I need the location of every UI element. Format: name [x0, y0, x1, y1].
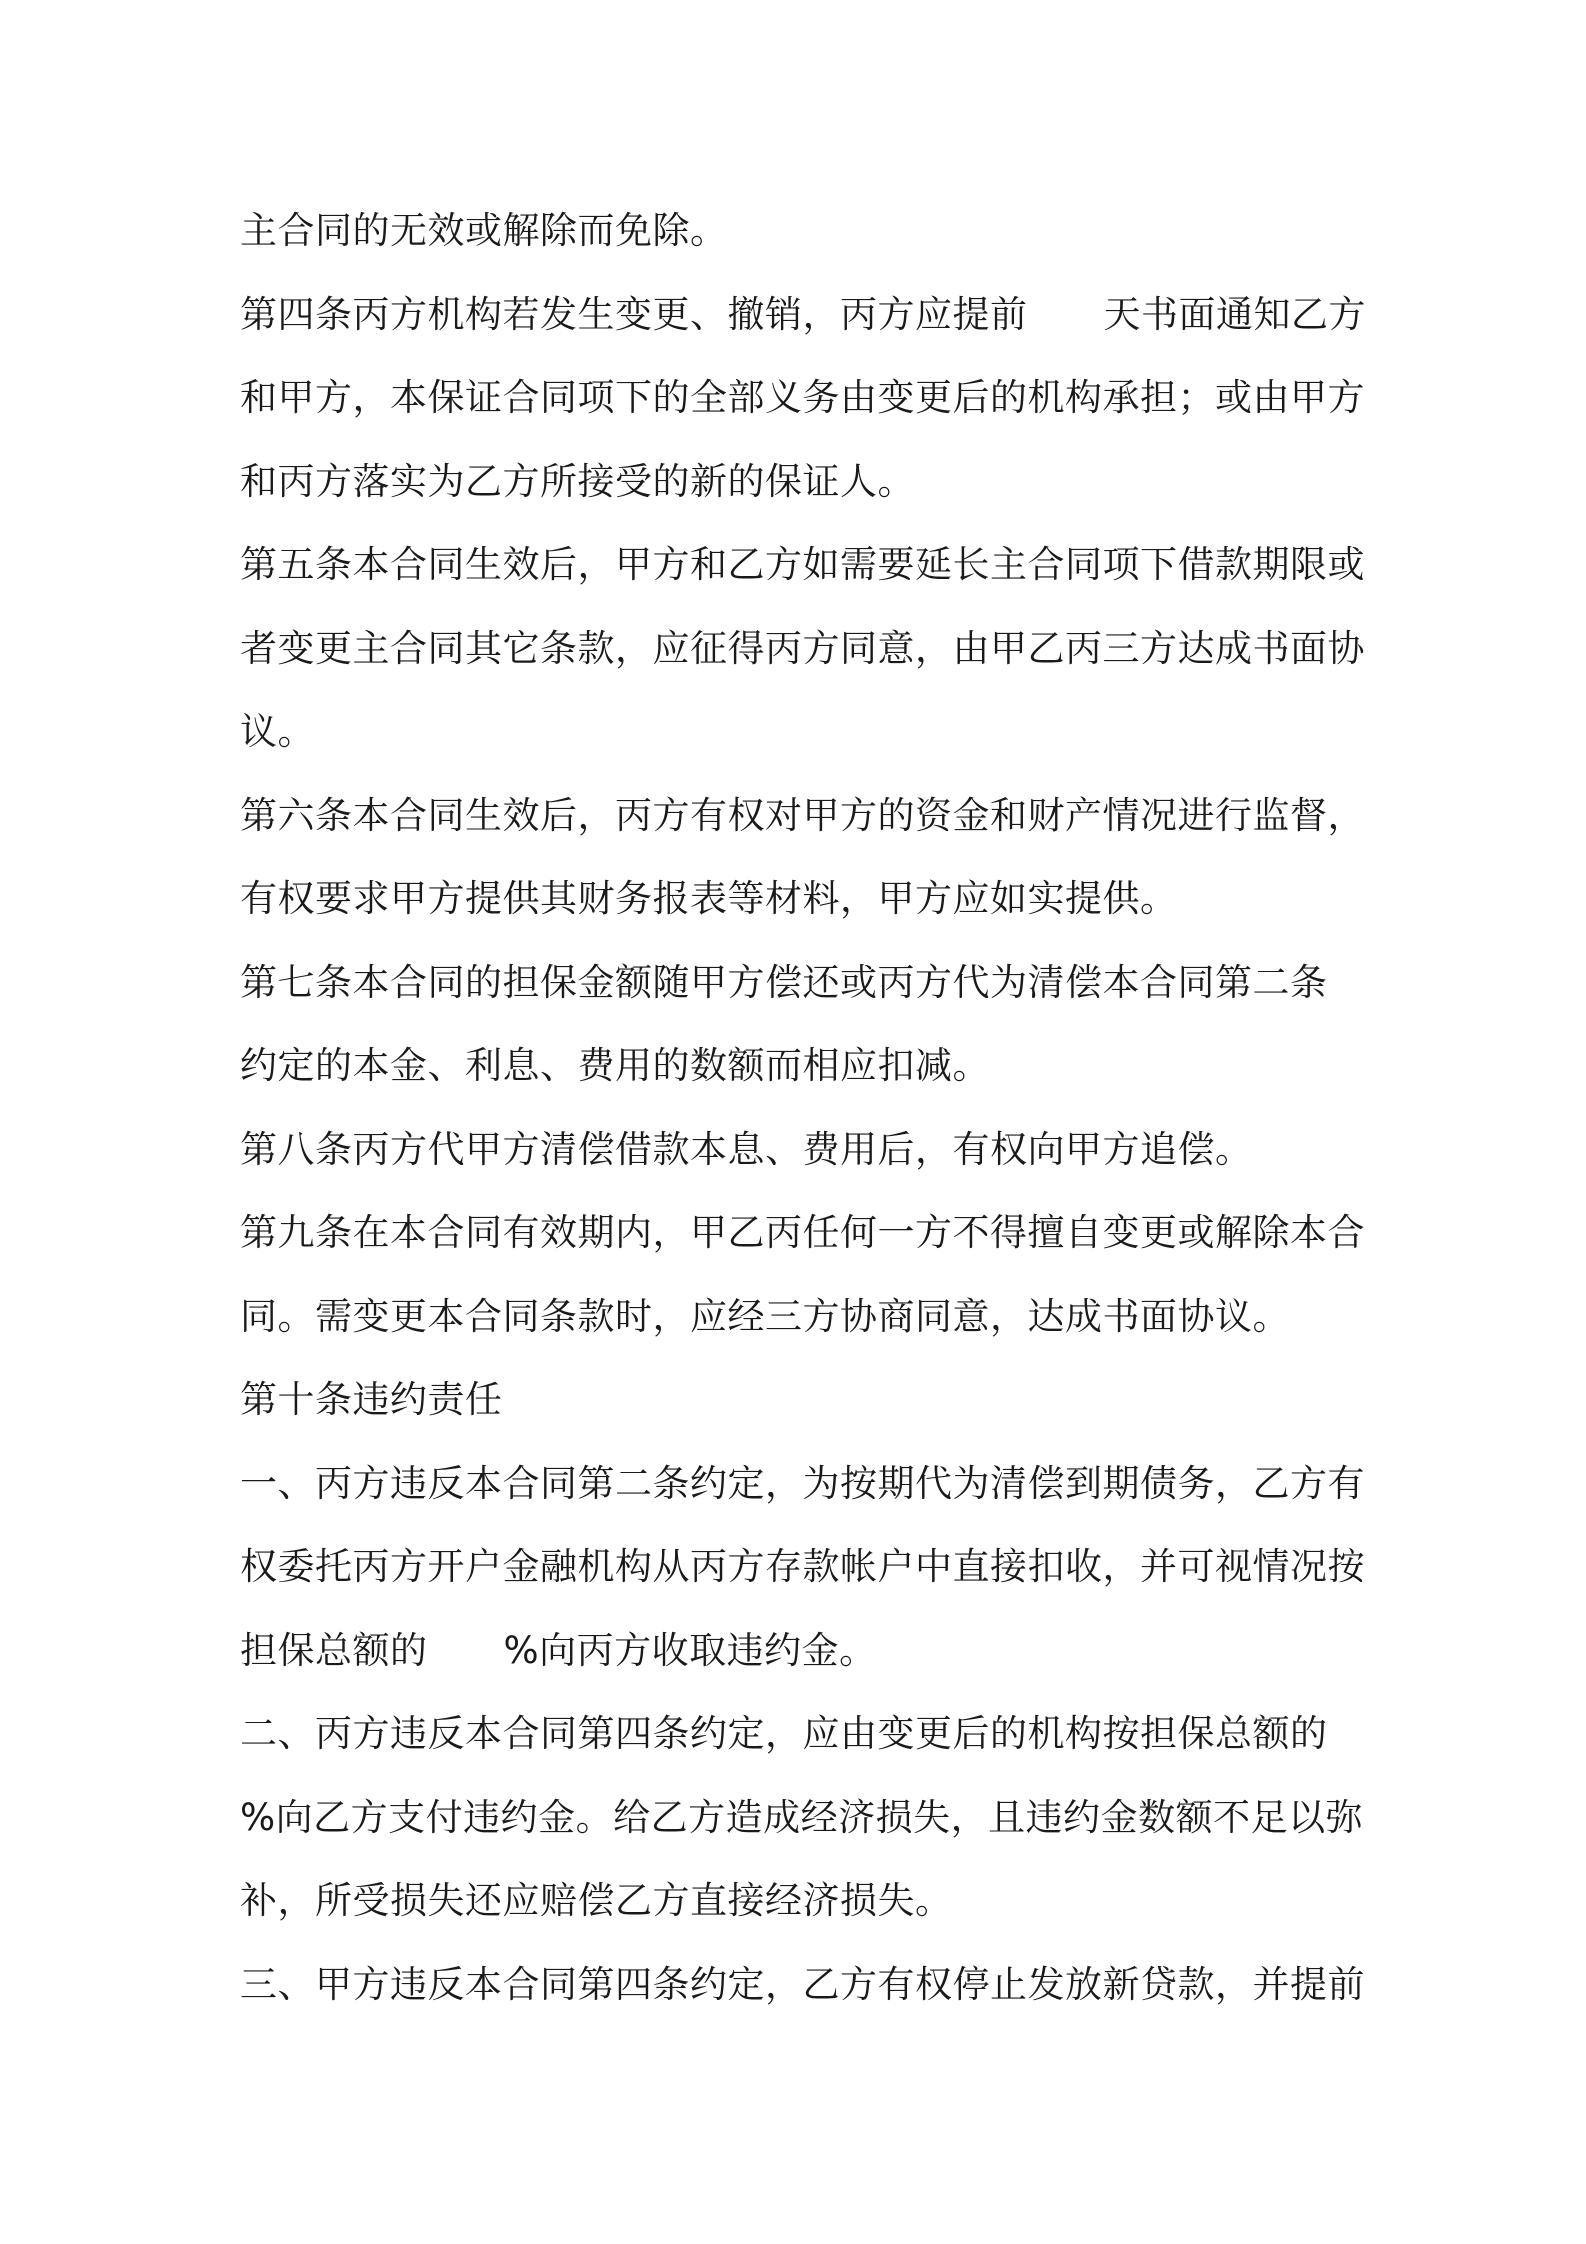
text-segment: 担保总额的 [240, 1628, 428, 1672]
text-line: 第八条丙方代甲方清偿借款本息、费用后，有权向甲方追偿。 [240, 1127, 1253, 1171]
text-line: 第九条在本合同有效期内，甲乙丙任何一方不得擅自变更或解除本合 [240, 1211, 1365, 1254]
text-line: 第七条本合同的担保金额随甲方偿还或丙方代为清偿本合同第二条 [240, 960, 1328, 1004]
text-line: 约定的本金、利息、费用的数额而相应扣减。 [240, 1044, 990, 1087]
text-line: 补，所受损失还应赔偿乙方直接经济损失。 [240, 1879, 953, 1922]
text-line: 一、丙方违反本合同第二条约定，为按期代为清偿到期债务，乙方有 [240, 1461, 1365, 1505]
text-line: 议。 [240, 710, 315, 753]
text-line: 第六条本合同生效后，丙方有权对甲方的资金和财产情况进行监督， [240, 793, 1365, 837]
text-line: 权委托丙方开户金融机构从丙方存款帐户中直接扣收，并可视情况按 [240, 1545, 1365, 1588]
text-line: 和甲方，本保证合同项下的全部义务由变更后的机构承担；或由甲方 [240, 376, 1365, 419]
text-line [240, 280, 1366, 364]
text-line: %向乙方支付违约金。给乙方造成经济损失，且违约金数额不足以弥 [240, 1795, 1364, 1839]
text-line: 同。需变更本合同条款时，应经三方协商同意，达成书面协议。 [240, 1294, 1290, 1338]
text-line: 二、丙方违反本合同第四条约定，应由变更后的机构按担保总额的 [240, 1712, 1328, 1755]
text-segment: 天书面通知乙方 [1103, 292, 1366, 336]
text-line: 第五条本合同生效后，甲方和乙方如需要延长主合同项下借款期限或 [240, 543, 1365, 586]
text-line: 和丙方落实为乙方所接受的新的保证人。 [240, 459, 915, 503]
text-segment: %向丙方收取违约金。 [503, 1628, 877, 1672]
text-line: 第十条违约责任 [240, 1378, 503, 1421]
text-segment: 第四条丙方机构若发生变更、撤销，丙方应提前 [240, 292, 1028, 336]
document-body [240, 196, 1366, 2033]
text-line: 有权要求甲方提供其财务报表等材料，甲方应如实提供。 [240, 877, 1178, 920]
text-line: 主合同的无效或解除而免除。 [240, 209, 728, 252]
text-line [240, 1616, 1360, 1700]
text-line: 三、甲方违反本合同第四条约定，乙方有权停止发放新贷款，并提前 [240, 1962, 1365, 2006]
text-line: 者变更主合同其它条款，应征得丙方同意，由甲乙丙三方达成书面协 [240, 626, 1365, 670]
